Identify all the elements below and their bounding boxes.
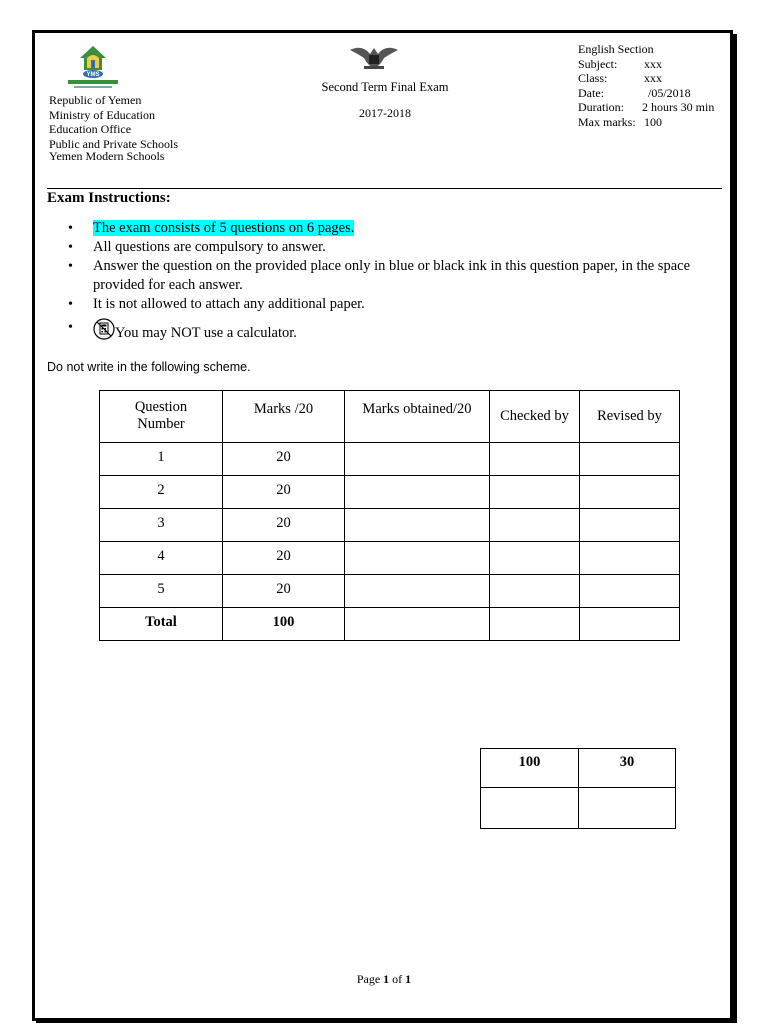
page-number (0, 972, 768, 987)
total-row (100, 608, 680, 641)
table-cell[interactable] (345, 476, 490, 509)
info-label: Duration: (578, 100, 624, 114)
instruction-item (70, 318, 700, 343)
table-row (100, 443, 680, 476)
info-row-subject (578, 57, 714, 72)
header-line: Public and Private Schools (49, 136, 178, 151)
table-cell[interactable] (490, 542, 580, 575)
instruction-text: The exam consists of 5 questions on 6 pages. (93, 220, 355, 236)
table-cell[interactable] (345, 608, 490, 641)
info-label: Date: (578, 85, 604, 100)
marks-scheme-table (99, 390, 680, 641)
scheme-note: Do not write in the following scheme. (47, 360, 251, 374)
svg-text:YMS: YMS (86, 72, 100, 78)
table-cell: Total (100, 608, 223, 641)
table-cell[interactable] (580, 509, 680, 542)
column-header: Checked by (490, 391, 580, 443)
exam-title: Second Term Final Exam (321, 80, 449, 94)
table-cell: 20 (223, 476, 345, 509)
table-cell: 1 (100, 443, 223, 476)
info-label: Max marks: (578, 114, 636, 129)
ministry-header (49, 93, 178, 164)
info-value: 100 (644, 114, 662, 129)
table-header-row (481, 749, 676, 788)
column-header: Marks obtained/20 (345, 391, 490, 443)
header-divider (47, 188, 722, 189)
instructions-list (70, 219, 700, 343)
info-label: Class: (578, 71, 608, 85)
table-header-row (100, 391, 680, 443)
section-label: English Section (578, 42, 654, 56)
header-line: Yemen Modern Schools (49, 149, 165, 163)
table-cell: 20 (223, 575, 345, 608)
table-cell[interactable] (580, 443, 680, 476)
column-header: 30 (579, 749, 676, 788)
info-value: xxx (644, 71, 662, 85)
instruction-item (70, 257, 700, 295)
table-cell[interactable] (580, 575, 680, 608)
column-header: 100 (481, 749, 579, 788)
no-calculator-icon (93, 318, 115, 340)
yemen-emblem-icon (348, 44, 400, 72)
table-cell[interactable] (490, 476, 580, 509)
info-row-class (578, 71, 714, 86)
instructions-title: Exam Instructions: (47, 190, 171, 206)
school-logo-icon (62, 44, 124, 90)
instruction-item (70, 238, 700, 257)
table-cell: 5 (100, 575, 223, 608)
table-cell: 100 (223, 608, 345, 641)
table-row (100, 476, 680, 509)
table-cell: 20 (223, 509, 345, 542)
table-cell[interactable] (580, 608, 680, 641)
instruction-item (70, 295, 700, 314)
info-row-max-marks (578, 115, 714, 130)
table-cell: 20 (223, 542, 345, 575)
table-row (100, 509, 680, 542)
table-row (100, 575, 680, 608)
column-header: Question Number (100, 391, 223, 443)
instruction-text: You may NOT use a calculator. (115, 325, 297, 341)
instruction-text: Answer the question on the provided place only in blue or black ink in this question paper, in the space provided for each answer. (93, 258, 690, 293)
page-number-of: of (389, 972, 406, 986)
total-pages: 1 (405, 972, 412, 986)
page-border-shadow-right (733, 34, 737, 1022)
info-value: /05/2018 (648, 85, 691, 100)
table-cell: 20 (223, 443, 345, 476)
instruction-text: It is not allowed to attach any additional paper. (93, 296, 365, 312)
current-page: 1 (383, 972, 390, 986)
academic-year: 2017-2018 (359, 106, 411, 120)
table-cell: 2 (100, 476, 223, 509)
info-row-date (578, 86, 714, 101)
score-summary-table (480, 748, 676, 829)
table-cell[interactable] (490, 608, 580, 641)
instruction-item (70, 219, 700, 238)
table-cell[interactable] (490, 443, 580, 476)
table-cell[interactable] (481, 788, 579, 829)
info-value: xxx (644, 56, 662, 71)
instruction-text: All questions are compulsory to answer. (93, 239, 326, 255)
table-row (100, 542, 680, 575)
table-cell[interactable] (579, 788, 676, 829)
table-row (481, 788, 676, 829)
column-header: Revised by (580, 391, 680, 443)
table-cell[interactable] (490, 509, 580, 542)
table-cell[interactable] (490, 575, 580, 608)
table-cell: 4 (100, 542, 223, 575)
table-cell[interactable] (580, 542, 680, 575)
info-row-duration (578, 100, 714, 115)
header-line: Republic of Yemen (49, 93, 142, 107)
table-cell[interactable] (345, 509, 490, 542)
header-line: Ministry of Education (49, 107, 155, 122)
info-value: 2 hours 30 min (642, 100, 715, 114)
table-cell[interactable] (580, 476, 680, 509)
page-number-prefix: Page (356, 972, 384, 986)
column-header: Marks /20 (223, 391, 345, 443)
exam-info (578, 42, 714, 129)
table-cell[interactable] (345, 542, 490, 575)
info-label: Subject: (578, 56, 618, 71)
header-line: Education Office (49, 122, 132, 136)
table-cell[interactable] (345, 575, 490, 608)
table-cell: 3 (100, 509, 223, 542)
table-cell[interactable] (345, 443, 490, 476)
page-border-shadow-bottom (36, 1019, 737, 1023)
